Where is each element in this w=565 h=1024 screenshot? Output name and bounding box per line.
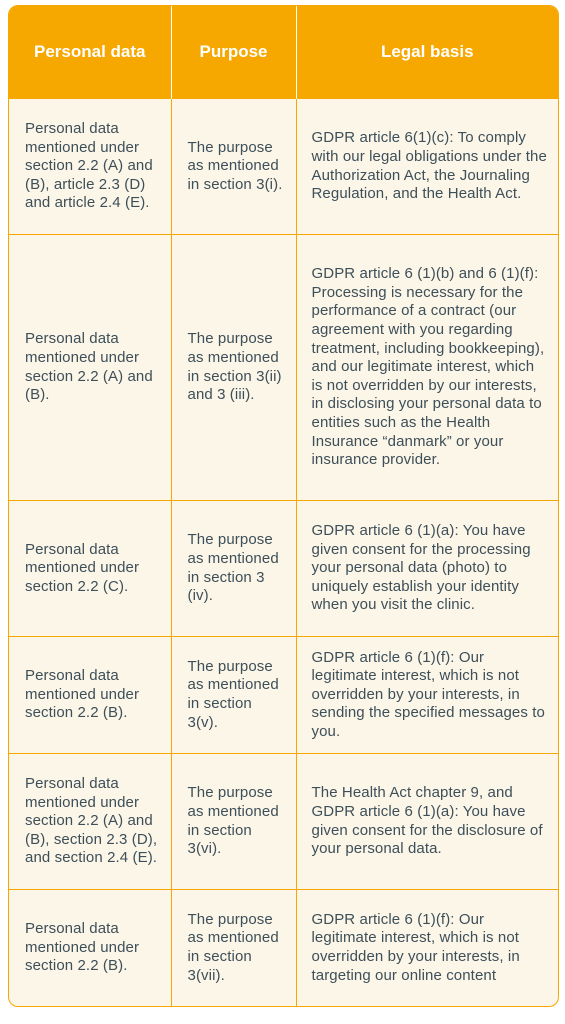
cell-legal-basis: GDPR article 6 (1)(f): Our legitimate interest, which is not overridden by your interests, in sending the specified messages to you. — [296, 637, 558, 754]
table-row — [9, 637, 558, 754]
cell-purpose: The purpose as mentioned in section 3(i). — [171, 99, 296, 235]
header-purpose: Purpose — [171, 6, 296, 99]
cell-purpose: The purpose as mentioned in section 3(v). — [171, 637, 296, 754]
cell-legal-basis: The Health Act chapter 9, and GDPR article 6 (1)(a): You have given consent for the disclosure of your personal data. — [296, 754, 558, 890]
cell-personal-data: Personal data mentioned under section 2.2 (C). — [9, 501, 171, 637]
table-body — [9, 99, 558, 1007]
cell-purpose: The purpose as mentioned in section 3 (iv). — [171, 501, 296, 637]
header-legal-basis: Legal basis — [296, 6, 558, 99]
table-row — [9, 890, 558, 1007]
cell-legal-basis: GDPR article 6 (1)(f): Our legitimate interest, which is not overridden by your interests, in targeting our online content — [296, 890, 558, 1007]
table-row — [9, 235, 558, 501]
table-row — [9, 501, 558, 637]
cell-personal-data: Personal data mentioned under section 2.2 (B). — [9, 637, 171, 754]
header-personal-data: Personal data — [9, 6, 171, 99]
table-row — [9, 99, 558, 235]
cell-legal-basis: GDPR article 6 (1)(b) and 6 (1)(f): Processing is necessary for the performance of a contract (our agreement with you regarding treatment, including bookkeeping), and our legitimate interest, which is not overridden by our interests, in disclosing your personal data to entities such as the Health Insurance “danmark” or your insurance provider. — [296, 235, 558, 501]
data-table — [9, 6, 558, 1006]
cell-legal-basis: GDPR article 6 (1)(a): You have given consent for the processing your personal data (photo) to uniquely establish your identity when you visit the clinic. — [296, 501, 558, 637]
cell-purpose: The purpose as mentioned in section 3(vii). — [171, 890, 296, 1007]
table-row — [9, 754, 558, 890]
cell-purpose: The purpose as mentioned in section 3(ii) and 3 (iii). — [171, 235, 296, 501]
header-row — [9, 6, 558, 99]
legal-basis-table — [8, 5, 559, 1007]
cell-personal-data: Personal data mentioned under section 2.2 (B). — [9, 890, 171, 1007]
cell-personal-data: Personal data mentioned under section 2.2 (A) and (B), article 2.3 (D) and article 2.4 (E). — [9, 99, 171, 235]
cell-personal-data: Personal data mentioned under section 2.2 (A) and (B), section 2.3 (D), and section 2.4 (E). — [9, 754, 171, 890]
cell-legal-basis: GDPR article 6(1)(c): To comply with our legal obligations under the Authorization Act, the Journaling Regulation, and the Health Act. — [296, 99, 558, 235]
cell-personal-data: Personal data mentioned under section 2.2 (A) and (B). — [9, 235, 171, 501]
table-header — [9, 6, 558, 99]
cell-purpose: The purpose as mentioned in section 3(vi). — [171, 754, 296, 890]
